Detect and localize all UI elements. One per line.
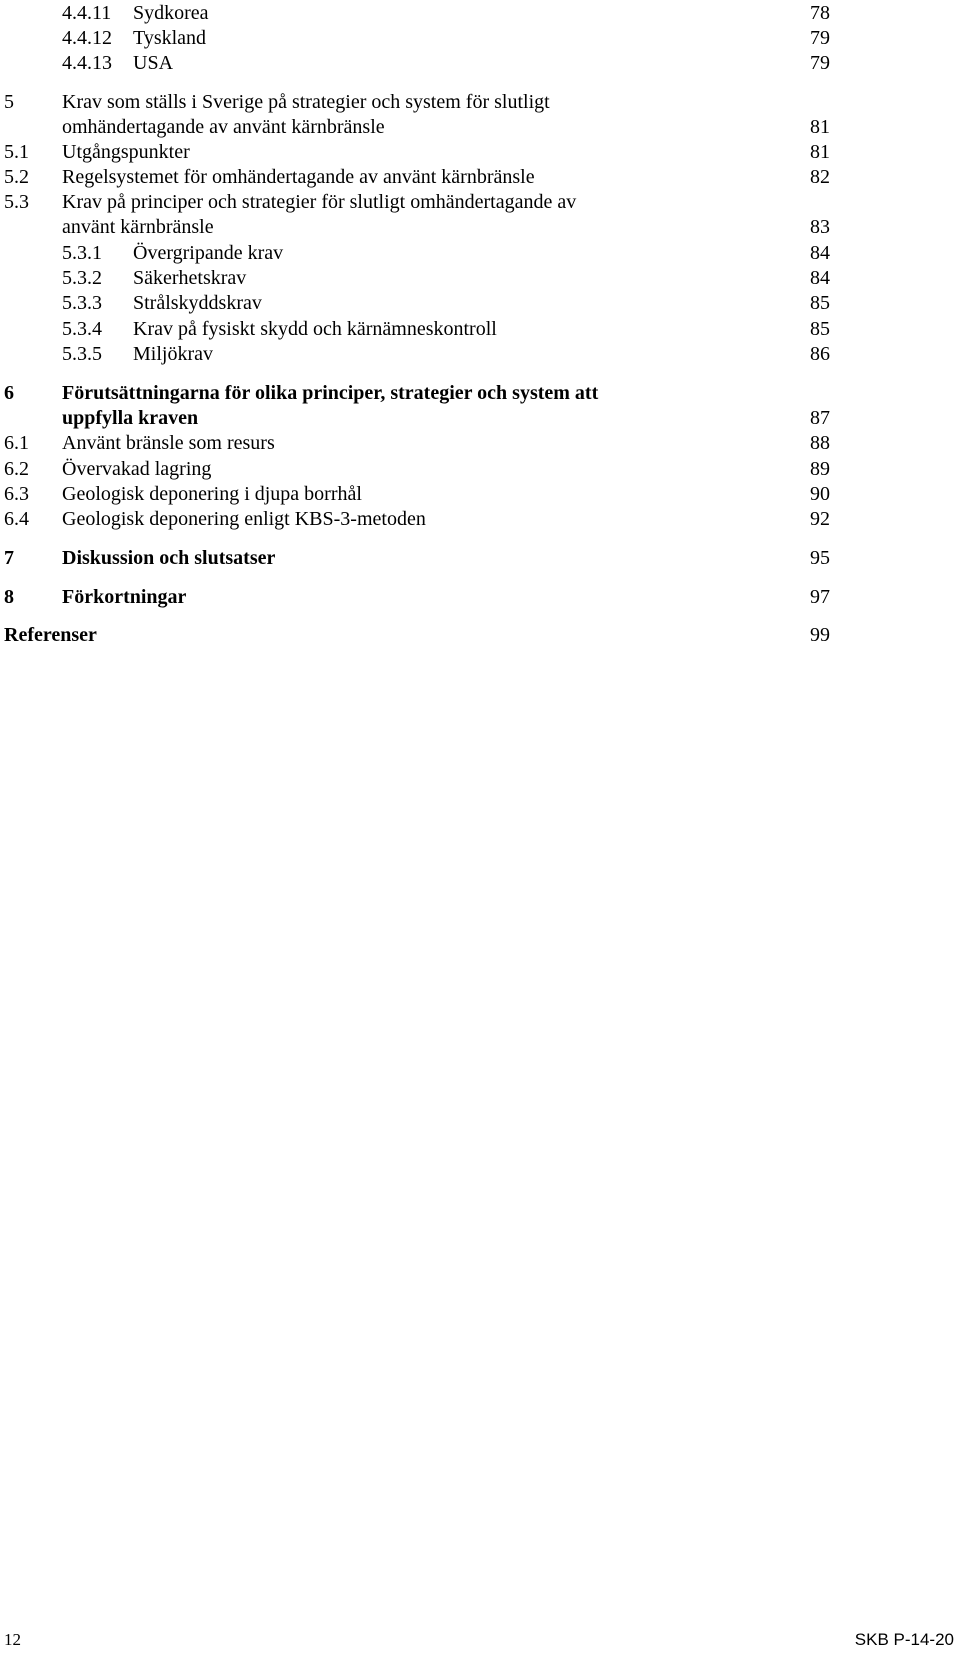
- toc-entry-page[interactable]: 88: [810, 432, 830, 454]
- toc-chapter-title-line1[interactable]: Förutsättningarna för olika principer, strategier och system att: [62, 382, 599, 404]
- toc-entry-title[interactable]: Miljökrav: [133, 343, 213, 365]
- toc-entry-page[interactable]: 89: [810, 458, 830, 480]
- toc-chapter-num: 7: [4, 547, 14, 569]
- toc-entry-page[interactable]: 85: [810, 318, 830, 340]
- toc-entry-num: 6.4: [4, 508, 29, 530]
- toc-entry-title[interactable]: Övervakad lagring: [62, 458, 212, 480]
- toc-chapter-title[interactable]: Förkortningar: [62, 586, 187, 608]
- toc-entry-num: 4.4.13: [62, 52, 112, 74]
- toc-entry-page[interactable]: 92: [810, 508, 830, 530]
- toc-entry-page[interactable]: 81: [810, 141, 830, 163]
- toc-entry-title[interactable]: Geologisk deponering enligt KBS-3-metoden: [62, 508, 426, 530]
- toc-entry-page[interactable]: 78: [810, 2, 830, 24]
- toc-chapter-num: 6: [4, 382, 14, 404]
- toc-chapter-title-line2[interactable]: uppfylla kraven: [62, 407, 199, 429]
- toc-references-page[interactable]: 99: [810, 624, 830, 646]
- toc-entry-num: 6.1: [4, 432, 29, 454]
- toc-entry-num: 5.3: [4, 191, 29, 213]
- toc-chapter-page[interactable]: 81: [810, 116, 830, 138]
- toc-chapter-title-line1[interactable]: Krav som ställs i Sverige på strategier och system för slutligt: [62, 91, 550, 113]
- toc-entry-num: 4.4.11: [62, 2, 112, 24]
- toc-entry-title[interactable]: Utgångspunkter: [62, 141, 190, 163]
- toc-entry-page[interactable]: 84: [810, 267, 830, 289]
- toc-entry-page[interactable]: 79: [810, 52, 830, 74]
- toc-chapter-num: 8: [4, 586, 14, 608]
- toc-entry-page[interactable]: 84: [810, 242, 830, 264]
- toc-entry-title[interactable]: Krav på fysiskt skydd och kärnämneskontroll: [133, 318, 497, 340]
- toc-entry-page[interactable]: 79: [810, 27, 830, 49]
- toc-entry-title[interactable]: Tyskland: [133, 27, 207, 49]
- toc-entry-num: 5.3.5: [62, 343, 102, 365]
- toc-entry-title[interactable]: Geologisk deponering i djupa borrhål: [62, 483, 362, 505]
- toc-entry-page[interactable]: 82: [810, 166, 830, 188]
- toc-chapter-num: 5: [4, 91, 14, 113]
- toc-entry-num: 5.3.2: [62, 267, 102, 289]
- toc-entry-title[interactable]: Regelsystemet för omhändertagande av använt kärnbränsle: [62, 166, 535, 188]
- toc-entry-title[interactable]: Använt bränsle som resurs: [62, 432, 275, 454]
- toc-references-title[interactable]: Referenser: [4, 624, 97, 646]
- toc-entry-page[interactable]: 85: [810, 292, 830, 314]
- toc-entry-title[interactable]: USA: [133, 52, 174, 74]
- toc-chapter-page[interactable]: 87: [810, 407, 830, 429]
- toc-chapter-title-line2[interactable]: omhändertagande av använt kärnbränsle: [62, 116, 385, 138]
- toc-entry-num: 5.2: [4, 166, 29, 188]
- footer-page-number: 12: [4, 1630, 21, 1649]
- toc-chapter-page[interactable]: 95: [810, 547, 830, 569]
- toc-entry-num: 5.3.4: [62, 318, 102, 340]
- toc-entry-num: 5.1: [4, 141, 29, 163]
- toc-entry-num: 6.2: [4, 458, 29, 480]
- toc-chapter-page[interactable]: 97: [810, 586, 830, 608]
- toc-entry-page[interactable]: 90: [810, 483, 830, 505]
- toc-entry-title-line2[interactable]: använt kärnbränsle: [62, 216, 214, 238]
- toc-entry-title[interactable]: Övergripande krav: [133, 242, 284, 264]
- toc-entry-num: 5.3.1: [62, 242, 102, 264]
- toc-entry-num: 5.3.3: [62, 292, 102, 314]
- toc-chapter-title[interactable]: Diskussion och slutsatser: [62, 547, 276, 569]
- toc-entry-num: 6.3: [4, 483, 29, 505]
- toc-entry-num: 4.4.12: [62, 27, 112, 49]
- toc-entry-title-line1[interactable]: Krav på principer och strategier för slutligt omhändertagande av: [62, 191, 577, 213]
- footer-doc-id: SKB P-14-20: [854, 1630, 954, 1649]
- toc-entry-title[interactable]: Strålskyddskrav: [133, 292, 262, 314]
- toc-entry-page[interactable]: 86: [810, 343, 830, 365]
- toc-entry-title[interactable]: Säkerhetskrav: [133, 267, 247, 289]
- toc-entry-page[interactable]: 83: [810, 216, 830, 238]
- toc-entry-title[interactable]: Sydkorea: [133, 2, 209, 24]
